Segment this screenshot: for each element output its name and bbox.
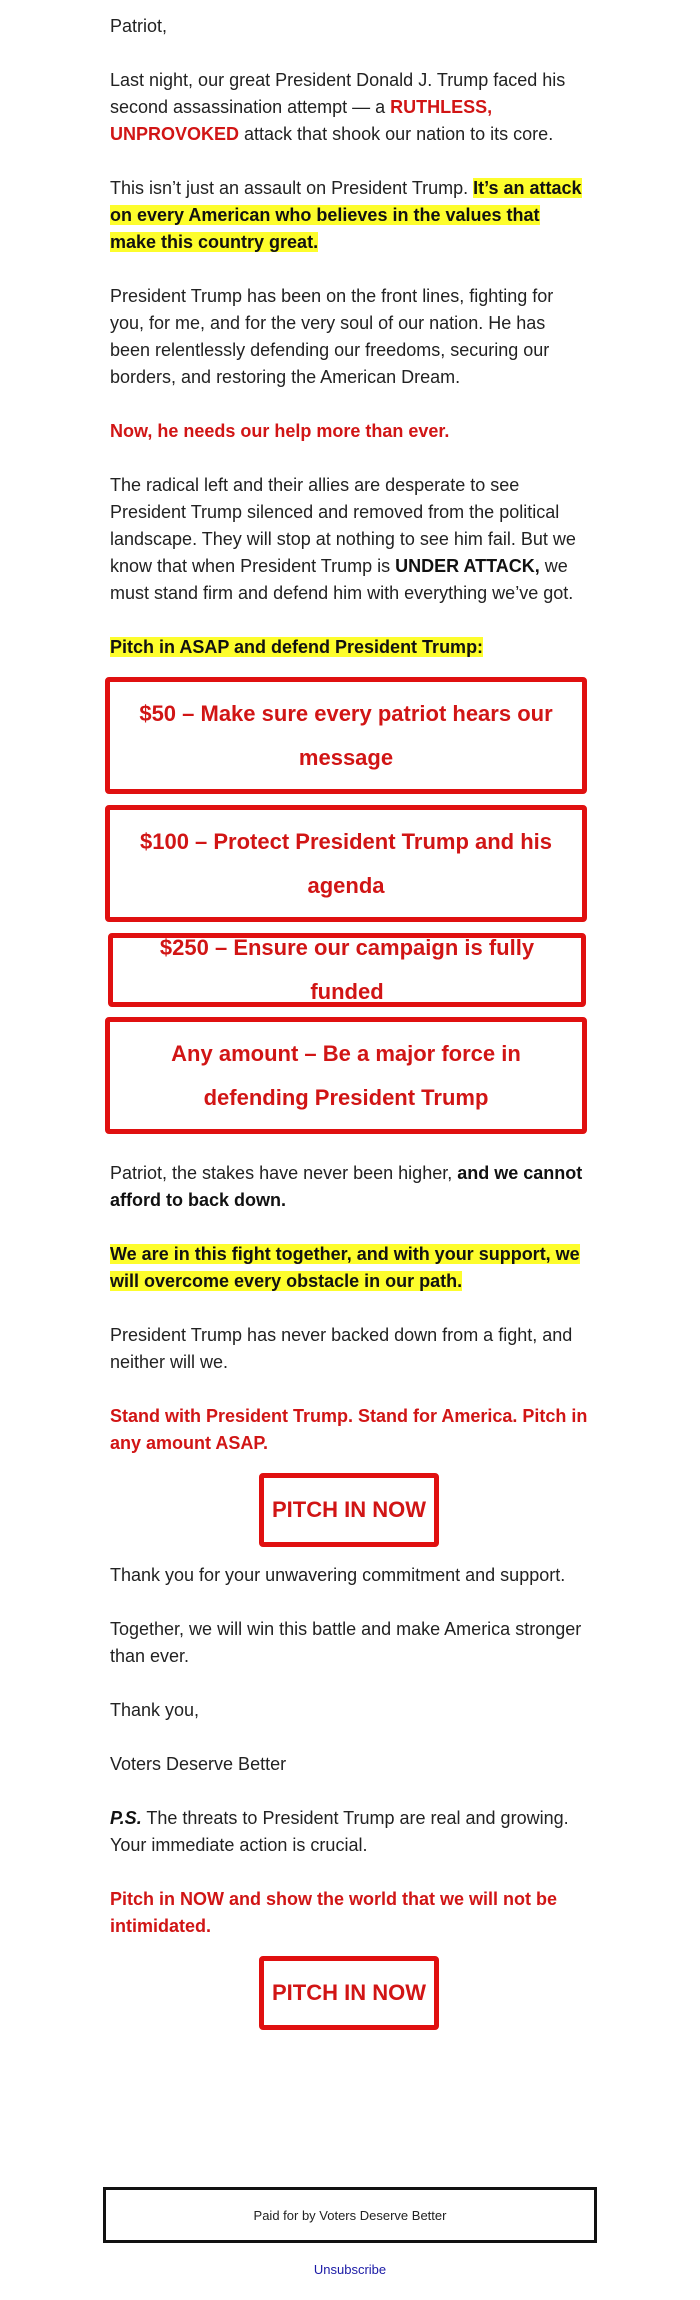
greeting: Patriot, [110,16,168,36]
paragraph-text: Last night, our great President Donald J. Trump faced his second assassination attempt — a [110,70,566,117]
paragraph-stand-with: Stand with President Trump. Stand for America. Pitch in any amount ASAP. [110,1406,588,1453]
paragraph-together [110,1241,590,1295]
donate-any-amount-button[interactable]: Any amount – Be a major force in defending President Trump [105,1017,587,1134]
paragraph-needs-help: Now, he needs our help more than ever. [110,421,450,441]
pitch-in-now-button-2[interactable]: PITCH IN NOW [259,1956,439,2030]
postscript [110,1805,590,1859]
paragraph-thank-you-commitment: Thank you for your unwavering commitment and support. [110,1565,566,1585]
signoff: Thank you, [110,1700,200,1720]
donate-100-button[interactable]: $100 – Protect President Trump and his agenda [105,805,587,922]
together-highlight: We are in this fight together, and with your support, we will overcome every obstacle in our path. [110,1244,580,1291]
highlighted-statement: It’s an attack on every American who believes in the values that make this country great. [110,178,582,252]
paragraph-win-battle: Together, we will win this battle and make America stronger than ever. [110,1619,582,1666]
under-attack-bold: UNDER ATTACK, [395,556,540,576]
unsubscribe-link[interactable]: Unsubscribe [313,2262,387,2277]
paragraph-never-backed-down: President Trump has never backed down from a fight, and neither will we. [110,1325,573,1372]
paragraph-text: Patriot, the stakes have never been higher, [110,1163,458,1183]
paid-for-disclaimer [103,2187,597,2243]
cannot-back-down-bold: and we cannot afford to back down. [110,1163,583,1210]
paragraph-text: The radical left and their allies are desperate to see President Trump silenced and removed from the political landscape. They will stop at nothing to see him fail. But we know that when President Trump is [110,475,576,576]
donate-250-button[interactable]: $250 – Ensure our campaign is fully funded [108,933,586,1007]
ps-text: The threats to President Trump are real and growing. Your immediate action is crucial. [110,1808,569,1855]
paragraph-assault [110,175,590,256]
paragraph-pitch-now: Pitch in NOW and show the world that we will not be intimidated. [110,1889,558,1936]
pitch-in-now-button[interactable]: PITCH IN NOW [259,1473,439,1547]
paragraph-stakes [110,1160,590,1214]
paragraph-text: This isn’t just an assault on President Trump. [110,178,474,198]
paragraph-front-lines: President Trump has been on the front lines, fighting for you, for me, and for the very soul of our nation. He has been relentlessly defending our freedoms, securing our borders, and restoring the American Dream. [110,286,554,387]
pitch-heading [110,634,590,661]
paid-for-text: Paid for by Voters Deserve Better [253,2207,447,2223]
pitch-heading-highlight: Pitch in ASAP and defend President Trump: [110,637,484,657]
paragraph-radical-left [110,472,590,607]
ps-label: P.S. [110,1808,142,1828]
signature: Voters Deserve Better [110,1754,287,1774]
ruthless-unprovoked-emphasis: RUTHLESS, UNPROVOKED [110,97,493,144]
donate-50-button[interactable]: $50 – Make sure every patriot hears our message [105,677,587,794]
paragraph-assassination-attempt [110,67,590,148]
paragraph-text-end: we must stand firm and defend him with everything we’ve got. [110,556,574,603]
paragraph-text-end: attack that shook our nation to its core. [239,124,554,144]
